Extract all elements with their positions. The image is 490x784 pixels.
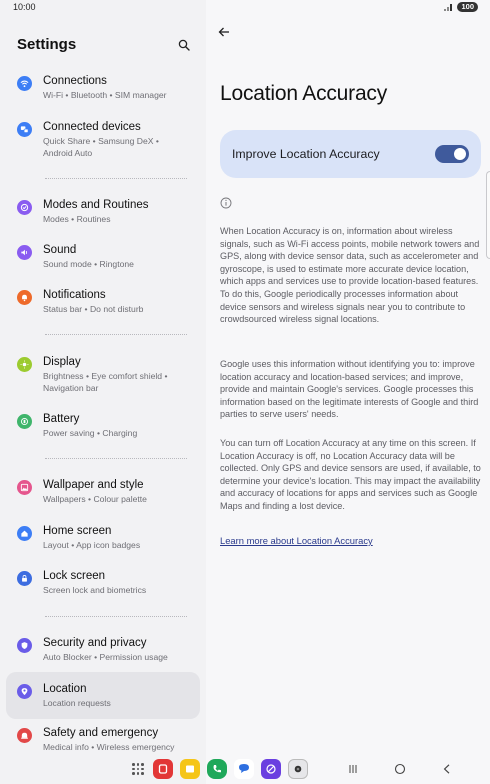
description-paragraph-2: Google uses this information without identifying you to: improve location accuracy and location-based services; and improve, provide and maintain Google's services. Google processes this information based on the legitimate interests of Google and third parties to serve users' needs. — [220, 359, 479, 420]
back-nav-button[interactable] — [440, 762, 454, 776]
recents-icon — [347, 763, 359, 775]
switch-knob — [454, 148, 466, 160]
chevron-left-icon — [441, 763, 453, 775]
settings-item-modes-routines[interactable]: Modes and Routines Modes • Routines — [6, 198, 200, 225]
display-icon — [17, 357, 32, 372]
section-divider — [45, 458, 187, 459]
modes-icon — [17, 200, 32, 215]
emergency-icon — [17, 728, 32, 743]
settings-item-security-privacy[interactable]: Security and privacy Auto Blocker • Permission usage — [6, 636, 200, 663]
toggle-label: Improve Location Accuracy — [232, 147, 380, 161]
app-red-icon[interactable] — [153, 759, 173, 779]
internet-app-icon[interactable] — [261, 759, 281, 779]
settings-item-connections[interactable]: Connections Wi-Fi • Bluetooth • SIM manager — [6, 74, 200, 101]
home-icon — [17, 526, 32, 541]
home-circle-icon — [394, 763, 406, 775]
arrow-left-icon — [218, 26, 230, 38]
page-title: Location Accuracy — [220, 82, 388, 105]
settings-item-wallpaper[interactable]: Wallpaper and style Wallpapers • Colour palette — [6, 478, 200, 505]
navigation-bar — [0, 754, 490, 784]
messages-app-icon[interactable] — [234, 759, 254, 779]
settings-title: Settings — [17, 36, 77, 53]
settings-item-sound[interactable]: Sound Sound mode • Ringtone — [6, 243, 200, 270]
home-button[interactable] — [393, 762, 407, 776]
settings-item-connected-devices[interactable]: Connected devices Quick Share • Samsung DeX • Android Auto — [6, 120, 200, 159]
section-divider — [45, 178, 187, 179]
battery-icon — [17, 414, 32, 429]
settings-item-location[interactable]: Location Location requests — [6, 672, 200, 719]
settings-item-display[interactable]: Display Brightness • Eye comfort shield • Navigation bar — [6, 355, 200, 394]
settings-item-home-screen[interactable]: Home screen Layout • App icon badges — [6, 524, 200, 551]
settings-list-panel — [0, 0, 206, 784]
wifi-icon — [17, 76, 32, 91]
wallpaper-icon — [17, 480, 32, 495]
info-icon — [220, 197, 232, 209]
section-divider — [45, 616, 187, 617]
search-icon — [178, 39, 190, 51]
settings-item-notifications[interactable]: Notifications Status bar • Do not disturb — [6, 288, 200, 315]
improve-location-accuracy-toggle-row[interactable] — [220, 130, 481, 178]
settings-item-lock-screen[interactable]: Lock screen Screen lock and biometrics — [6, 569, 200, 596]
learn-more-link[interactable]: Learn more about Location Accuracy — [220, 535, 373, 546]
signal-icon — [444, 4, 453, 11]
settings-item-battery[interactable]: Battery Power saving • Charging — [6, 412, 200, 439]
search-button[interactable] — [176, 37, 192, 53]
lock-icon — [17, 571, 32, 586]
location-icon — [17, 684, 32, 699]
section-divider — [45, 334, 187, 335]
sound-icon — [17, 245, 32, 260]
recent-apps-button[interactable] — [346, 762, 360, 776]
connected-devices-icon — [17, 122, 32, 137]
back-button[interactable] — [216, 24, 232, 40]
description-paragraph-3: You can turn off Location Accuracy at any time on this screen. If Location Accuracy is off, no Location Accuracy data will be collected. Only GPS and device sensors are used, if available, to determine your device's location. This may impact the availability and accuracy of locations for apps and services such as Google Maps and finding a lost device. — [220, 438, 481, 511]
notes-app-icon[interactable] — [180, 759, 200, 779]
description-paragraph-1: When Location Accuracy is on, information about wireless signals, such as Wi-Fi access points, mobile network towers and GPS, along with device sensor data, such as accelerometer and gyroscope, is used to estimate more accurate device location, which apps and services use to provide location-based features. To do this, Google periodically processes information about device sensors and wireless signals near you to contribute to crowdsourced wireless signal locations. — [220, 226, 480, 325]
battery-level: 100 — [457, 2, 478, 12]
phone-app-icon[interactable] — [207, 759, 227, 779]
status-bar — [0, 0, 490, 14]
shield-icon — [17, 638, 32, 653]
apps-grid-icon[interactable] — [131, 762, 145, 776]
location-accuracy-switch[interactable] — [435, 145, 469, 163]
location-accuracy-panel — [206, 0, 490, 784]
notifications-icon — [17, 290, 32, 305]
status-time: 10:00 — [13, 2, 36, 12]
edge-panel-handle[interactable] — [486, 171, 490, 259]
settings-item-safety-emergency[interactable]: Safety and emergency Medical info • Wireless emergency — [6, 726, 200, 753]
camera-app-icon[interactable] — [288, 759, 308, 779]
